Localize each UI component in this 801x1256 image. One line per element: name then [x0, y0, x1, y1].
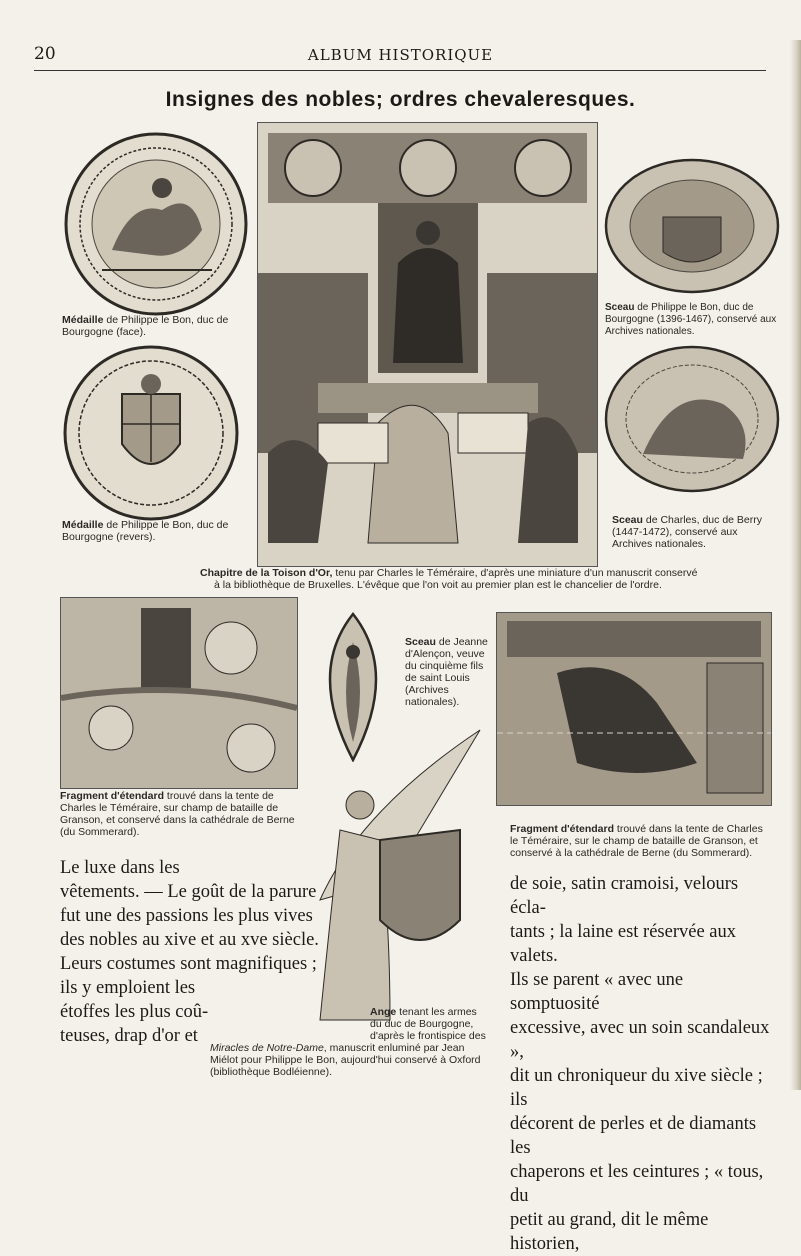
header-rule: [34, 70, 766, 71]
fragment-right-art: [497, 613, 771, 805]
seal-philippe-image: [603, 157, 781, 295]
fragment-left-art: [61, 598, 297, 788]
page-title: Insignes des nobles; ordres chevaleresques.: [165, 88, 636, 111]
caption-seal-jeanne: Sceau de Jeanne d'Alençon, veuve du cinquième fils de saint Louis (Archives nationales).: [405, 636, 488, 708]
page-number: 20: [34, 44, 56, 64]
running-title: ALBUM HISTORIQUE: [307, 46, 494, 64]
medal-back-image: [62, 344, 240, 522]
chapter-engraving: [257, 122, 598, 567]
caption-medal-front: Médaille de Philippe le Bon, duc de Bourgogne (face).: [62, 314, 229, 338]
fragment-right-image: [496, 612, 772, 806]
page-edge-shadow: [790, 40, 801, 1090]
caption-fragment-right: Fragment d'étendard trouvé dans la tente de Charles le Téméraire, sur le champ de bataille de Granson, et conservé à la cathédrale de Berne (du Sommerard).: [510, 823, 763, 859]
caption-seal-philippe: Sceau de Philippe le Bon, duc de Bourgogne (1396-1467), conservé aux Archives nationales.: [605, 302, 777, 337]
chapter-engraving-art: [258, 123, 597, 566]
seal-berry-image: [603, 344, 781, 494]
body-heading: Le luxe dans les: [60, 858, 180, 878]
caption-chapter: Chapitre de la Toison d'Or, tenu par Charles le Téméraire, d'après une miniature d'un manuscrit conservé à la bibliothèque de Bruxelles. L'évêque que l'on voit au premier plan est le chancelier de l'ordre.: [200, 567, 698, 591]
medal-front-image: [62, 130, 250, 318]
caption-fragment-left: Fragment d'étendard trouvé dans la tente de Charles le Téméraire, sur champ de bataille de Granson, et conservé dans la cathédrale de Berne (du Sommerard).: [60, 790, 295, 838]
caption-medal-back: Médaille de Philippe le Bon, duc de Bourgogne (revers).: [62, 519, 229, 543]
fragment-left-image: [60, 597, 298, 789]
caption-seal-berry: Sceau de Charles, duc de Berry (1447-1472), conservé aux Archives nationales.: [612, 514, 762, 550]
caption-ange-tail: Miracles de Notre-Dame, manuscrit enluminé par Jean Miélot pour Philippe le Bon, aujourd'hui conservé à Oxford (bibliothèque Bodléienne).: [210, 1042, 481, 1078]
body-right-column: de soie, satin cramoisi, velours écla- tants ; la laine est réservée aux valets. Ils se parent « avec une somptuosité excessive, avec un soin scandaleux », dit un chroniqueur du xive siècle ; ils décorent de perles et de diamants les chaperons et les ceintures ; « tous, du petit au grand, dit le même historien,: [510, 874, 770, 1254]
body-left-column: vêtements. — Le goût de la parure fut une des passions les plus vives des nobles au xive et au xve siècle. Leurs costumes sont magnifiques ; ils y emploient les étoffes les plus coû- teuses, drap d'or et: [60, 882, 319, 1046]
caption-ange-head: Ange tenant les armes du duc de Bourgogne, d'après le frontispice des: [370, 1006, 486, 1042]
